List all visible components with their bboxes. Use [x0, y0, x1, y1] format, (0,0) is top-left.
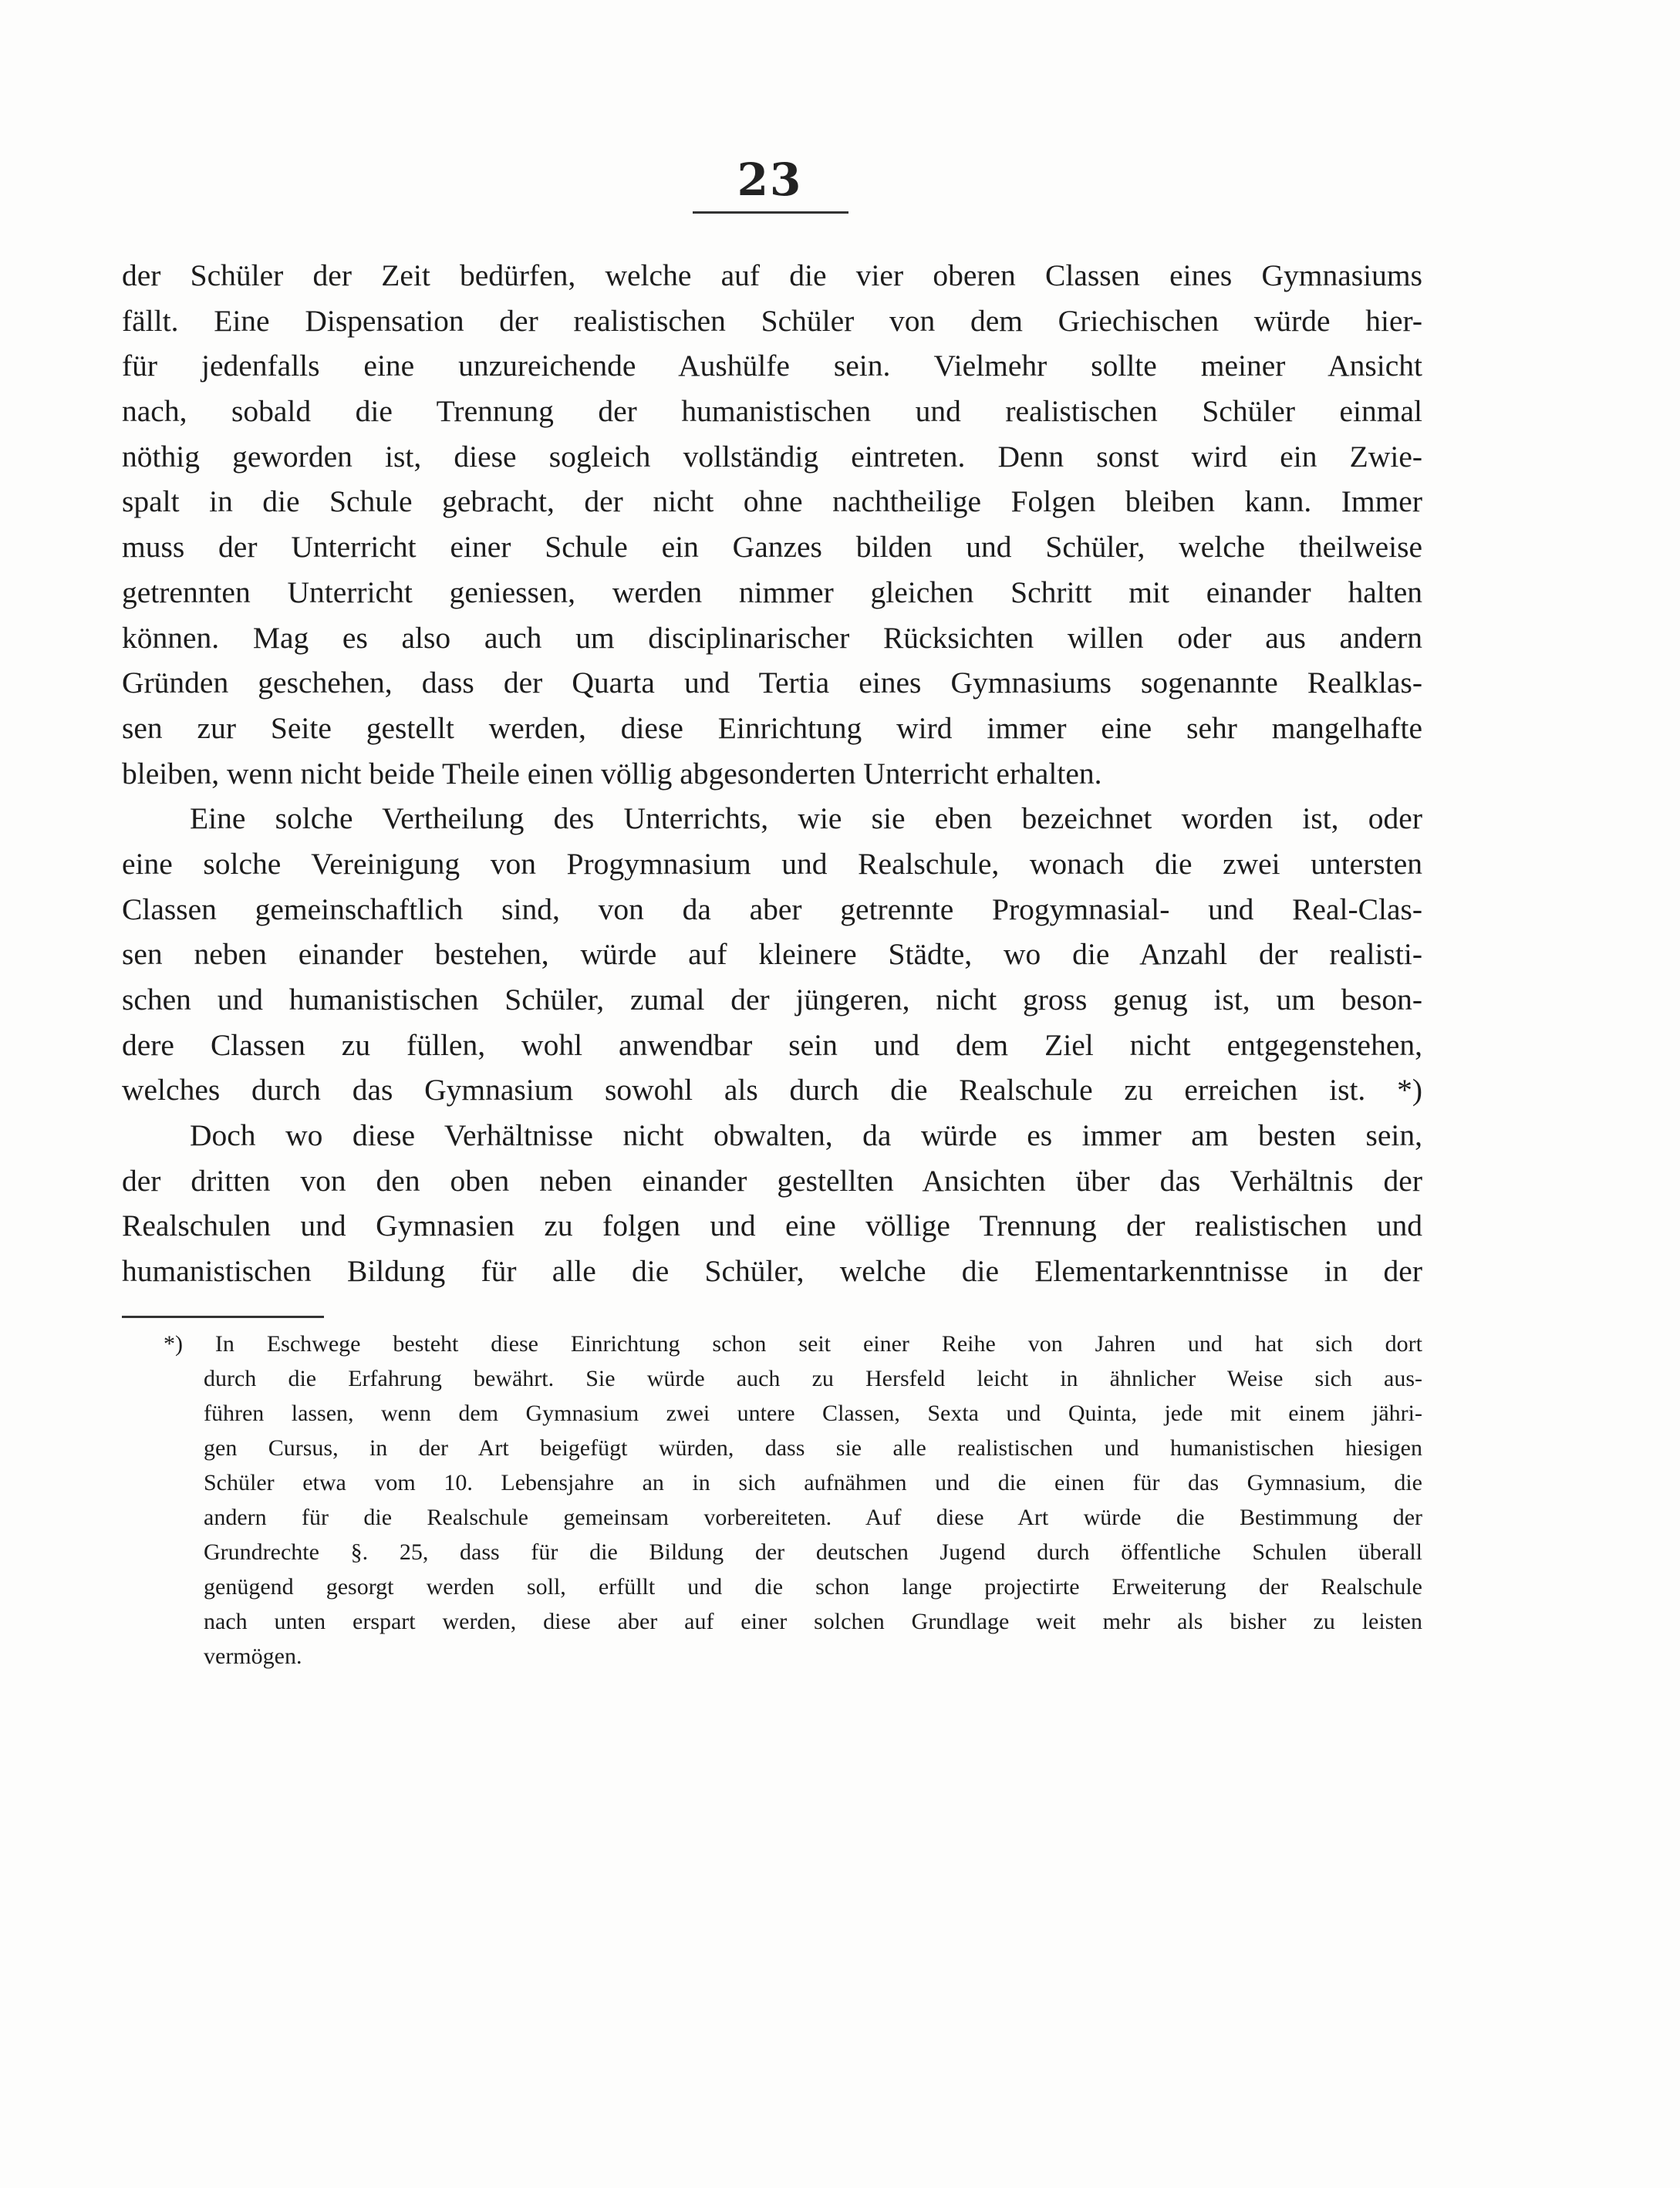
- footnote-line: genügend gesorgt werden soll, erfüllt und die schon lange projectirte Erweiterung der Realschule: [204, 1574, 1422, 1600]
- footnote-line: nach unten erspart werden, diese aber auf einer solchen Grundlage weit mehr als bisher zu leisten: [204, 1609, 1422, 1634]
- text-line: Realschulen und Gymnasien zu folgen und eine völlige Trennung der realistischen und: [122, 1209, 1422, 1243]
- text-line: spalt in die Schule gebracht, der nicht ohne nachtheilige Folgen bleiben kann. Immer: [122, 484, 1422, 519]
- footnote-line: *) In Eschwege besteht diese Einrichtung schon seit einer Reihe von Jahren und hat sich dort: [164, 1331, 1422, 1357]
- text-line: können. Mag es also auch um disciplinarischer Rücksichten willen oder aus andern: [122, 620, 1422, 655]
- text-line: Classen gemeinschaftlich sind, von da aber getrennte Progymnasial- und Real-Clas-: [122, 892, 1422, 926]
- text-line: der Schüler der Zeit bedürfen, welche auf die vier oberen Classen eines Gymnasiums: [122, 258, 1422, 292]
- text-line: nach, sobald die Trennung der humanistischen und realistischen Schüler einmal: [122, 394, 1422, 429]
- text-line: der dritten von den oben neben einander gestellten Ansichten über das Verhältnis der: [122, 1163, 1422, 1198]
- page-number-rule: [693, 211, 848, 214]
- footnote-line: gen Cursus, in der Art beigefügt würden, dass sie alle realistischen und humanistischen hiesigen: [204, 1435, 1422, 1461]
- text-line: getrennten Unterricht geniessen, werden nimmer gleichen Schritt mit einander halten: [122, 575, 1422, 609]
- footnote-line: führen lassen, wenn dem Gymnasium zwei untere Classen, Sexta und Quinta, jede mit einem jähri-: [204, 1401, 1422, 1426]
- text-line: fällt. Eine Dispensation der realistischen Schüler von dem Griechischen würde hier-: [122, 303, 1422, 338]
- body-text: [122, 253, 1422, 1294]
- footnote-line: Schüler etwa vom 10. Lebensjahre an in sich aufnähmen und die einen für das Gymnasium, die: [204, 1470, 1422, 1495]
- text-line: Gründen geschehen, dass der Quarta und Tertia eines Gymnasiums sogenannte Realklas-: [122, 666, 1422, 700]
- footnote-line: Grundrechte §. 25, dass für die Bildung der deutschen Jugend durch öffentliche Schulen überall: [204, 1539, 1422, 1565]
- page-number: 23: [737, 153, 803, 206]
- text-line: eine solche Vereinigung von Progymnasium und Realschule, wonach die zwei untersten: [122, 846, 1422, 881]
- text-line: Eine solche Vertheilung des Unterrichts, wie sie eben bezeichnet worden ist, oder: [190, 801, 1422, 836]
- text-line: sen zur Seite gestellt werden, diese Einrichtung wird immer eine sehr mangelhafte: [122, 710, 1422, 745]
- text-line: schen und humanistischen Schüler, zumal der jüngeren, nicht gross genug ist, um beson-: [122, 983, 1422, 1016]
- text-line: sen neben einander bestehen, würde auf kleinere Städte, wo die Anzahl der realisti-: [122, 937, 1422, 972]
- footnote-divider: [122, 1316, 324, 1318]
- text-line: humanistischen Bildung für alle die Schüler, welche die Elementarkenntnisse in der: [122, 1254, 1422, 1289]
- text-line: nöthig geworden ist, diese sogleich vollständig eintreten. Denn sonst wird ein Zwie-: [122, 439, 1422, 474]
- text-line: dere Classen zu füllen, wohl anwendbar sein und dem Ziel nicht entgegenstehen,: [122, 1027, 1422, 1062]
- text-line: bleiben, wenn nicht beide Theile einen völlig abgesonderten Unterricht erhalten.: [122, 756, 1102, 791]
- text-line: welches durch das Gymnasium sowohl als durch die Realschule zu erreichen ist. *): [122, 1073, 1422, 1107]
- footnote-line: vermögen.: [204, 1644, 302, 1669]
- footnote-line: andern für die Realschule gemeinsam vorbereiteten. Auf diese Art würde die Bestimmung der: [204, 1505, 1422, 1530]
- footnote-block: [164, 1327, 1422, 1674]
- footnote-line: durch die Erfahrung bewährt. Sie würde auch zu Hersfeld leicht in ähnlicher Weise sich aus-: [204, 1366, 1422, 1391]
- text-line: Doch wo diese Verhältnisse nicht obwalten, da würde es immer am besten sein,: [190, 1118, 1422, 1153]
- text-line: für jedenfalls eine unzureichende Aushülfe sein. Vielmehr sollte meiner Ansicht: [122, 349, 1422, 383]
- text-line: muss der Unterricht einer Schule ein Ganzes bilden und Schüler, welche theilweise: [122, 530, 1422, 565]
